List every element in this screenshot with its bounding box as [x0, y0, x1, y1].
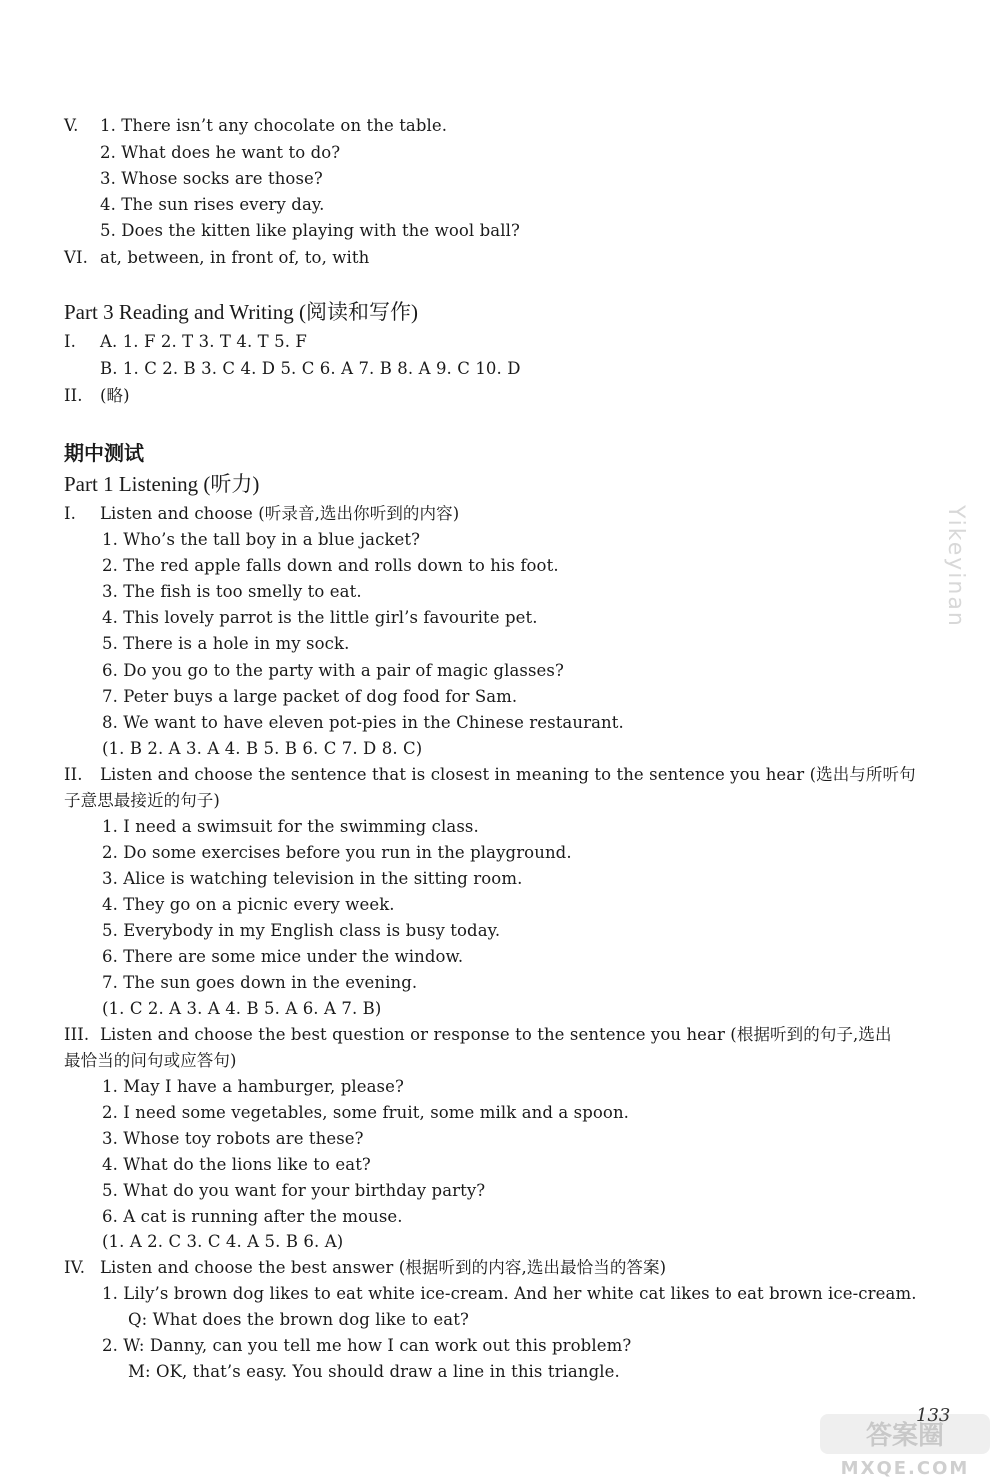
part3-heading: Part 3 Reading and Writing (阅读和写作)	[64, 300, 418, 324]
midterm-title: 期中测试	[64, 441, 144, 465]
list-item: 3. Whose socks are those?	[100, 169, 323, 188]
section-v-label: V.	[64, 116, 79, 135]
listen-ii-label: II.	[64, 765, 83, 784]
listen-i-label: I.	[64, 504, 76, 523]
list-item: 4. They go on a picnic every week.	[102, 895, 395, 914]
list-item: 1. There isn’t any chocolate on the table.	[100, 116, 448, 135]
part3-i-label: I.	[64, 332, 76, 351]
answer-line: (1. C 2. A 3. A 4. B 5. A 6. A 7. B)	[102, 999, 382, 1018]
list-item: 2. I need some vegetables, some fruit, some milk and a spoon.	[102, 1103, 630, 1122]
list-item: 4. The sun rises every day.	[100, 195, 325, 214]
list-item: 1. May I have a hamburger, please?	[102, 1077, 404, 1096]
list-item: 2. The red apple falls down and rolls down to his foot.	[102, 556, 559, 575]
listen-iii-title-2: 最恰当的问句或应答句)	[64, 1051, 237, 1070]
svg-text:MXQE.COM: MXQE.COM	[840, 1458, 970, 1479]
svg-text:答案圈: 答案圈	[865, 1421, 945, 1451]
listen-ii-title-2: 子意思最接近的句子)	[64, 791, 220, 810]
list-item: 3. The fish is too smelly to eat.	[102, 582, 362, 601]
part3-ii-label: II.	[64, 386, 83, 405]
list-item: 3. Whose toy robots are these?	[102, 1129, 364, 1148]
listen-iii-title-1: Listen and choose the best question or response to the sentence you hear (根据听到的句子,选出	[100, 1025, 892, 1044]
page-number: 133	[916, 1405, 951, 1426]
listen-ii-title-1: Listen and choose the sentence that is closest in meaning to the sentence you hear (选出与所听句	[100, 765, 916, 784]
list-item: M: OK, that’s easy. You should draw a line in this triangle.	[128, 1362, 620, 1381]
list-item: 7. The sun goes down in the evening.	[102, 973, 418, 992]
list-item: 6. There are some mice under the window.	[102, 947, 464, 966]
list-item: Q: What does the brown dog like to eat?	[128, 1310, 469, 1329]
listen-iv-title: Listen and choose the best answer (根据听到的内容,选出最恰当的答案)	[100, 1258, 667, 1277]
side-watermark: Yikeyinan	[943, 505, 968, 628]
part1-heading: Part 1 Listening (听力)	[64, 472, 260, 496]
section-vi-text: at, between, in front of, to, with	[100, 248, 370, 267]
list-item: 2. What does he want to do?	[100, 143, 341, 162]
listen-iii-label: III.	[64, 1025, 90, 1044]
part3-i-a: A. 1. F 2. T 3. T 4. T 5. F	[100, 332, 307, 351]
list-item: 5. Everybody in my English class is busy today.	[102, 921, 501, 940]
answer-line: (1. B 2. A 3. A 4. B 5. B 6. C 7. D 8. C)	[102, 739, 423, 758]
listen-i-title: Listen and choose (听录音,选出你听到的内容)	[100, 504, 460, 523]
part3-i-b: B. 1. C 2. B 3. C 4. D 5. C 6. A 7. B 8. A 9. C 10. D	[100, 359, 521, 378]
list-item: 1. Lily’s brown dog likes to eat white ice-cream. And her white cat likes to eat brown ice-cream.	[102, 1284, 917, 1303]
list-item: 8. We want to have eleven pot-pies in the Chinese restaurant.	[102, 713, 624, 732]
part3-ii-text: (略)	[100, 386, 130, 405]
list-item: 6. A cat is running after the mouse.	[102, 1207, 403, 1226]
list-item: 4. This lovely parrot is the little girl’s favourite pet.	[102, 608, 538, 627]
list-item: 1. Who’s the tall boy in a blue jacket?	[102, 530, 421, 549]
list-item: 4. What do the lions like to eat?	[102, 1155, 371, 1174]
answer-line: (1. A 2. C 3. C 4. A 5. B 6. A)	[102, 1232, 344, 1251]
list-item: 5. What do you want for your birthday party?	[102, 1181, 486, 1200]
list-item: 6. Do you go to the party with a pair of magic glasses?	[102, 661, 564, 680]
list-item: 5. Does the kitten like playing with the wool ball?	[100, 221, 520, 240]
list-item: 2. W: Danny, can you tell me how I can work out this problem?	[102, 1336, 632, 1355]
listen-iv-label: IV.	[64, 1258, 86, 1277]
watermark-logo-icon	[810, 1410, 1000, 1480]
list-item: 7. Peter buys a large packet of dog food for Sam.	[102, 687, 518, 706]
list-item: 3. Alice is watching television in the sitting room.	[102, 869, 523, 888]
list-item: 1. I need a swimsuit for the swimming class.	[102, 817, 479, 836]
list-item: 5. There is a hole in my sock.	[102, 634, 350, 653]
list-item: 2. Do some exercises before you run in the playground.	[102, 843, 572, 862]
section-vi-label: VI.	[64, 248, 88, 267]
